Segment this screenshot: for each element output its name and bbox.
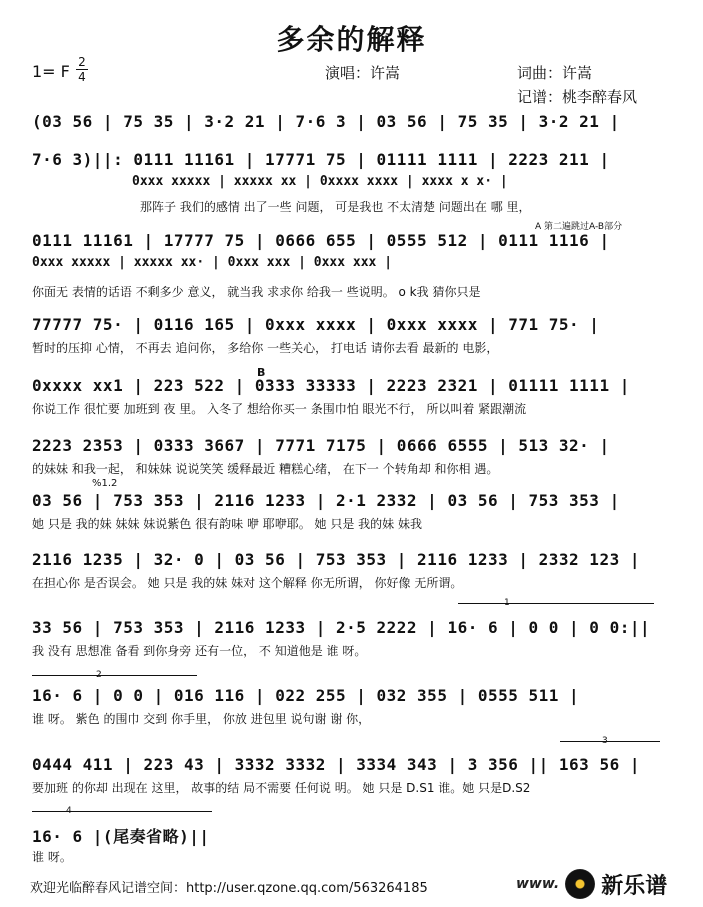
time-signature-bottom: 4 bbox=[78, 70, 86, 84]
notes: 2116 1235 | 32· 0 | 03 56 | 753 353 | 2116 1233 | 2332 123 | bbox=[32, 550, 640, 569]
score-line-3 bbox=[0, 231, 703, 299]
lyrics: 暂时的压抑 心情， 不再去 追问你， 多给你 一些关心， 打电话 请你去看 最新的 电影， bbox=[32, 341, 499, 355]
lyrics: 的妹妹 和我一起， 和妹妹 说说笑笑 缓释最近 糟糕心绪， 在下一 个转角却 和你相 遇。 bbox=[32, 462, 499, 476]
site-logo bbox=[516, 866, 667, 902]
notes: 7·6 3)||: 0111 11161 | 17771 75 | 01111 1111 | 2223 211 | bbox=[32, 150, 610, 169]
volta-4-label: 4 bbox=[66, 806, 72, 816]
lyrics: 要加班 的你却 出现在 这里， 故事的结 局不需要 任何说 明。 她 只是 D.S1 谁。她 只是D.S2 bbox=[32, 781, 531, 795]
score-line-7 bbox=[0, 491, 703, 551]
singer-credit: 演唱：许嵩 bbox=[325, 64, 401, 82]
notes: 77777 75· | 0116 165 | 0xxx xxxx | 0xxx xxxx | 771 75· | bbox=[32, 315, 600, 334]
rhythm: 0xxx xxxxx | xxxxx xx | 0xxxx xxxx | xxxx x x· | bbox=[132, 174, 508, 189]
transcriber-credit: 记谱：桃李醉春风 bbox=[517, 88, 638, 106]
score-line-11 bbox=[0, 755, 703, 815]
segno-marker: %1.2 bbox=[92, 478, 118, 489]
logo-text: 新乐谱 bbox=[601, 873, 668, 899]
volta-2-label: 2 bbox=[96, 670, 102, 680]
score-line-4 bbox=[0, 315, 703, 375]
score-line-10 bbox=[0, 686, 703, 746]
notes: 0111 11161 | 17777 75 | 0666 655 | 0555 512 | 0111 1116 | bbox=[32, 231, 610, 250]
volta-3-bracket bbox=[560, 741, 660, 742]
notes: 16· 6 | 0 0 | 016 116 | 022 255 | 032 355 | 0555 511 | bbox=[32, 686, 580, 705]
notes: 16· 6 |(尾奏省略)|| bbox=[32, 827, 210, 846]
rhythm: 0xxx xxxxx | xxxxx xx· | 0xxx xxx | 0xxx xxx | bbox=[32, 255, 393, 270]
lyrics: 在担心你 是否误会。 她 只是 我的妹 妹对 这个解释 你无所谓， 你好像 无所谓。 bbox=[32, 576, 463, 590]
section-marker-b: B bbox=[257, 366, 266, 379]
footer-note: 欢迎光临醉春风记谱空间：http://user.qzone.qq.com/563264185 bbox=[30, 881, 428, 896]
logo-watermark: www. bbox=[516, 876, 560, 892]
notes: 0xxxx xx1 | 223 522 | 0333 33333 | 2223 2321 | 01111 1111 | bbox=[32, 376, 630, 395]
score-line-5 bbox=[0, 376, 703, 436]
lyrics: 你说工作 很忙要 加班到 夜 里。 入冬了 想给你买一 条围巾怕 眼光不行， 所以叫着 紧跟潮流 bbox=[32, 402, 527, 416]
volta-1-label: 1 bbox=[504, 598, 510, 608]
vinyl-disc-icon bbox=[565, 869, 595, 899]
time-signature-top: 2 bbox=[78, 55, 86, 69]
lyrics: 她 只是 我的妹 妹妹 妹说紫色 很有韵味 咿 耶咿耶。 她 只是 我的妹 妹我 bbox=[32, 517, 422, 531]
volta-4-bracket bbox=[32, 811, 212, 812]
volta-1-bracket bbox=[458, 603, 654, 604]
lyrics: 那阵子 我们的感情 出了一些 问题， 可是我也 不太清楚 问题出在 哪 里， bbox=[140, 200, 531, 214]
composer-credit: 词曲：许嵩 bbox=[517, 64, 593, 82]
score-line-8 bbox=[0, 550, 703, 610]
lyrics: 你面无 表情的话语 不剩多少 意义， 就当我 求求你 给我一 些说明。 o k我 猜你只是 bbox=[32, 285, 481, 299]
song-title: 多余的解释 bbox=[276, 23, 427, 56]
notes: 03 56 | 753 353 | 2116 1233 | 2·1 2332 | 03 56 | 753 353 | bbox=[32, 491, 620, 510]
time-signature bbox=[76, 56, 88, 83]
score-line-9 bbox=[0, 618, 703, 678]
key-signature: 1= F bbox=[32, 62, 70, 81]
volta-2-bracket bbox=[32, 675, 197, 676]
notes: 33 56 | 753 353 | 2116 1233 | 2·5 2222 | 16· 6 | 0 0 | 0 0:|| bbox=[32, 618, 651, 637]
notes: (03 56 | 75 35 | 3·2 21 | 7·6 3 | 03 56 | 75 35 | 3·2 21 | bbox=[32, 112, 620, 131]
lyrics: 我 没有 思想准 备看 到你身旁 还有一位， 不 知道他是 谁 呀。 bbox=[32, 644, 367, 658]
notes: 2223 2353 | 0333 3667 | 7771 7175 | 0666 6555 | 513 32· | bbox=[32, 436, 610, 455]
section-marker-a: A 第二遍跳过A-B部分 bbox=[535, 222, 623, 232]
score-line-2 bbox=[0, 150, 703, 214]
volta-3-label: 3 bbox=[602, 736, 608, 746]
lyrics: 谁 呀。 紫色 的围巾 交到 你手里， 你放 进包里 说句谢 谢 你， bbox=[32, 712, 371, 726]
lyrics: 谁 呀。 bbox=[32, 850, 72, 864]
notes: 0444 411 | 223 43 | 3332 3332 | 3334 343 | 3 356 || 163 56 | bbox=[32, 755, 640, 774]
